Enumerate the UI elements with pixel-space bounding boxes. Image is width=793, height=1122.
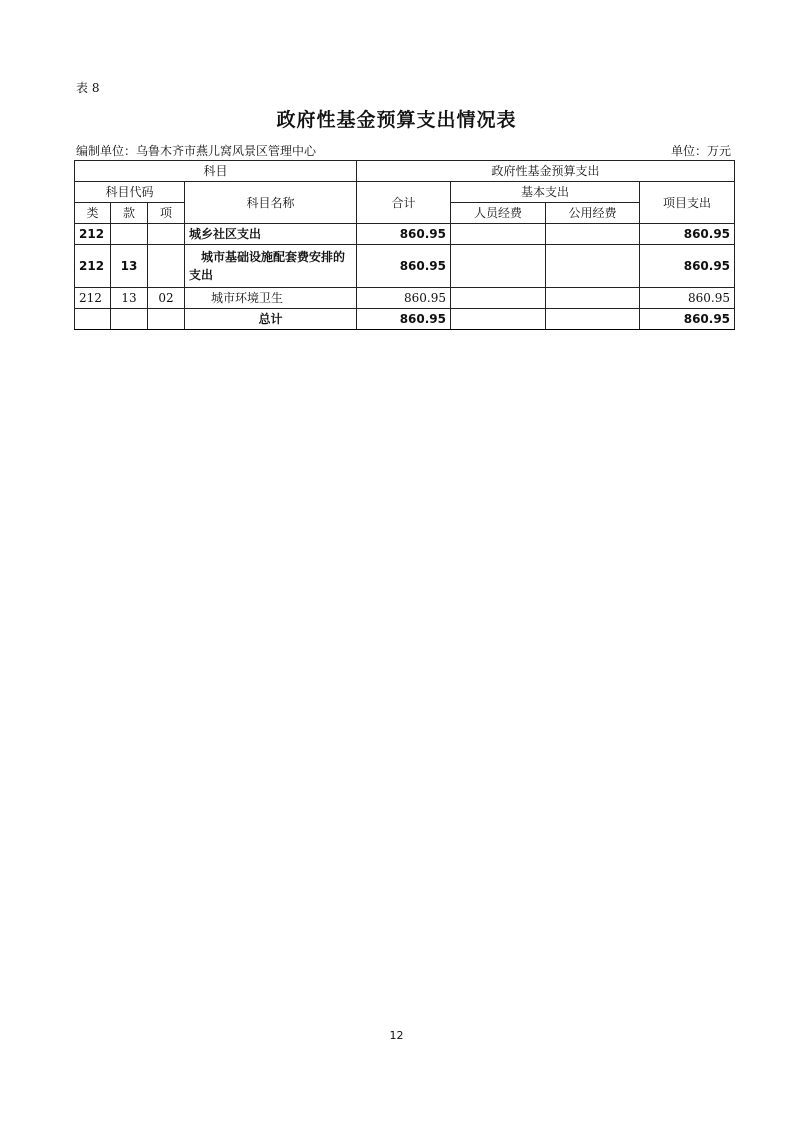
header-personnel: 人员经费 [451, 203, 546, 224]
cell-project: 860.95 [640, 288, 735, 309]
page-number: 12 [389, 1029, 404, 1042]
cell-kuan [111, 309, 148, 330]
cell-total: 860.95 [357, 288, 451, 309]
header-total: 合计 [357, 182, 451, 224]
total-public [546, 309, 640, 330]
budget-table [74, 160, 735, 330]
cell-kuan: 13 [111, 288, 148, 309]
header-lei: 类 [75, 203, 111, 224]
total-project: 860.95 [640, 309, 735, 330]
header-project: 项目支出 [640, 182, 735, 224]
cell-public [546, 288, 640, 309]
cell-total: 860.95 [357, 245, 451, 288]
cell-kuan: 13 [111, 245, 148, 288]
cell-name: 城乡社区支出 [185, 224, 357, 245]
cell-lei: 212 [75, 288, 111, 309]
cell-name: 城市环境卫生 [185, 288, 357, 309]
table-row [75, 288, 735, 309]
header-row-2 [75, 182, 735, 203]
cell-project: 860.95 [640, 224, 735, 245]
header-name: 科目名称 [185, 182, 357, 224]
cell-kuan [111, 224, 148, 245]
header-kuan: 款 [111, 203, 148, 224]
cell-personnel [451, 245, 546, 288]
cell-lei: 212 [75, 245, 111, 288]
cell-name: 城市基础设施配套费安排的支出 [185, 245, 357, 288]
header-basic: 基本支出 [451, 182, 640, 203]
header-subject: 科目 [75, 161, 357, 182]
header-row-1 [75, 161, 735, 182]
header-xiang: 项 [148, 203, 185, 224]
cell-xiang [148, 224, 185, 245]
cell-personnel [451, 224, 546, 245]
currency-unit: 单位：万元 [670, 144, 731, 158]
cell-xiang [148, 245, 185, 288]
total-row [75, 309, 735, 330]
page-title: 政府性基金预算支出情况表 [276, 109, 517, 131]
total-amount: 860.95 [357, 309, 451, 330]
cell-xiang [148, 309, 185, 330]
cell-lei: 212 [75, 224, 111, 245]
cell-personnel [451, 288, 546, 309]
table-number: 表 8 [76, 81, 100, 95]
cell-lei [75, 309, 111, 330]
cell-xiang: 02 [148, 288, 185, 309]
cell-total: 860.95 [357, 224, 451, 245]
cell-public [546, 224, 640, 245]
header-budget: 政府性基金预算支出 [357, 161, 735, 182]
header-public: 公用经费 [546, 203, 640, 224]
cell-project: 860.95 [640, 245, 735, 288]
compiling-unit: 编制单位：乌鲁木齐市燕儿窝风景区管理中心 [76, 144, 317, 158]
total-personnel [451, 309, 546, 330]
table-row [75, 224, 735, 245]
total-label: 总计 [185, 309, 357, 330]
table-row [75, 245, 735, 288]
cell-public [546, 245, 640, 288]
header-code: 科目代码 [75, 182, 185, 203]
